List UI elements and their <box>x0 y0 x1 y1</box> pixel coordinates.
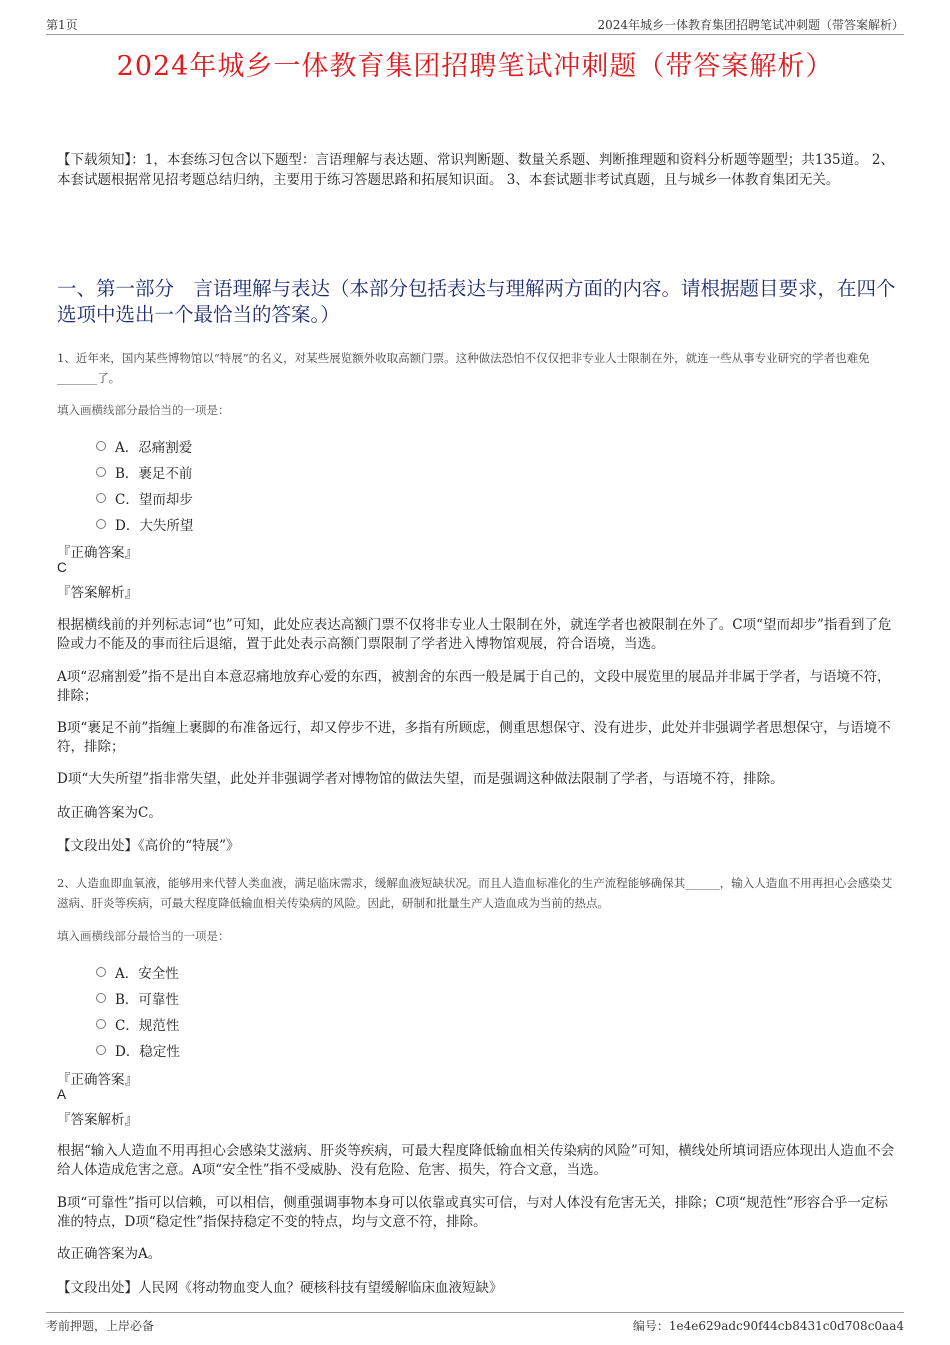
q2-option-b[interactable]: B．可靠性 <box>96 985 180 1011</box>
radio-icon[interactable] <box>96 967 106 977</box>
page-number: 第1页 <box>46 18 78 32</box>
q1-analysis-p3: B项“裹足不前”指缠上裹脚的布准备远行，却又停步不进，多指有所顾虑，侧重思想保守、没有进步，此处并非强调学者思想保守，与语境不符，排除； <box>57 720 891 755</box>
q1-answer: C <box>57 560 67 575</box>
section-heading: 一、第一部分 言语理解与表达（本部分包括表达与理解两方面的内容。请根据题目要求，在四个选项中选出一个最恰当的答案。） <box>57 277 896 326</box>
radio-icon[interactable] <box>96 1045 106 1055</box>
radio-icon[interactable] <box>96 519 106 529</box>
q1-option-b[interactable]: B．裹足不前 <box>96 459 193 485</box>
q2-source: 【文段出处】人民网《将动物血变人血？硬核科技有望缓解临床血液短缺》 <box>57 1280 503 1296</box>
radio-icon[interactable] <box>96 441 106 451</box>
q1-analysis-p2: A项“忍痛割爱”指不是出自本意忍痛地放弃心爱的东西，被割舍的东西一般是属于自己的，文段中展览里的展品并非属于学者，与语境不符，排除； <box>57 669 891 704</box>
q1-answer-label: 『正确答案』 <box>57 545 138 561</box>
q2-answer-label: 『正确答案』 <box>57 1072 138 1088</box>
q2-analysis-p2: B项“可靠性”指可以信赖，可以相信，侧重强调事物本身可以依靠或真实可信，与对人体没有危害无关，排除；C项“规范性”形容合乎一定标准的特点，D项“稳定性”指保持稳定不变的特点，均与文意不符，排除。 <box>57 1195 888 1230</box>
q2-analysis-p3: 故正确答案为A。 <box>57 1246 162 1262</box>
question-1-stem: 1、近年来，国内某些博物馆以“特展”的名义，对某些展览额外收取高额门票。这种做法恐怕不仅仅把非专业人士限制在外，就连一些从事专业研究的学者也难免_______了。 <box>57 351 870 385</box>
download-notice: 【下载须知】：1，本套练习包含以下题型：言语理解与表达题、常识判断题、数量关系题、判断推理题和资料分析题等题型；共135道。 2、本套试题根据常见招考题总结归纳，主要用于练习答题思路和拓展知识面。 3、本套试题非考试真题，且与城乡一体教育集团无关。 <box>57 152 894 188</box>
question-1-options <box>96 433 193 537</box>
q1-analysis-p1: 根据横线前的并列标志词“也”可知，此处应表达高额门票不仅将非专业人士限制在外，就连学者也被限制在外了。C项“望而却步”指看到了危险或力不能及的事而往后退缩，置于此处表示高额门票限制了学者进入博物馆观展，符合语境，当选。 <box>57 617 892 652</box>
q1-analysis-p4: D项“大失所望”指非常失望，此处并非强调学者对博物馆的做法失望，而是强调这种做法限制了学者，与语境不符，排除。 <box>57 771 784 787</box>
q1-analysis-p5: 故正确答案为C。 <box>57 805 162 821</box>
q2-option-a[interactable]: A．安全性 <box>96 959 180 985</box>
header-doc-title: 2024年城乡一体教育集团招聘笔试冲刺题（带答案解析） <box>597 18 904 32</box>
question-2-prompt: 填入画横线部分最恰当的一项是： <box>57 929 230 943</box>
q1-option-a[interactable]: A．忍痛割爱 <box>96 433 193 459</box>
radio-icon[interactable] <box>96 493 106 503</box>
page-footer <box>46 1312 904 1335</box>
radio-icon[interactable] <box>96 467 106 477</box>
q1-option-d[interactable]: D．大失所望 <box>96 511 193 537</box>
footer-slogan: 考前押题，上岸必备 <box>46 1319 155 1333</box>
q2-option-d[interactable]: D．稳定性 <box>96 1037 180 1063</box>
q1-analysis-label: 『答案解析』 <box>57 585 138 601</box>
radio-icon[interactable] <box>96 993 106 1003</box>
question-2-options <box>96 959 180 1063</box>
q2-answer: A <box>57 1087 67 1102</box>
q1-source: 【文段出处】《高价的“特展”》 <box>57 838 240 854</box>
q2-option-c[interactable]: C．规范性 <box>96 1011 180 1037</box>
question-2-stem: 2、人造血即血氧液，能够用来代替人类血液，满足临床需求，缓解血液短缺状况。而且人造血标准化的生产流程能够确保其______，输入人造血不用再担心会感染艾滋病、肝炎等疾病，可最大程度降低输血相关传染病的风险。因此，研制和批量生产人造血成为当前的热点。 <box>57 876 893 910</box>
q2-analysis-label: 『答案解析』 <box>57 1112 138 1128</box>
radio-icon[interactable] <box>96 1019 106 1029</box>
q1-option-c[interactable]: C．望而却步 <box>96 485 193 511</box>
q2-analysis-p1: 根据“输入人造血不用再担心会感染艾滋病、肝炎等疾病，可最大程度降低输血相关传染病的风险”可知，横线处所填词语应体现出人造血不会给人体造成危害之意。A项“安全性”指不受威胁、没有危险、危害、损失，符合文意，当选。 <box>57 1143 895 1178</box>
footer-serial: 编号：1e4e629adc90f44cb8431c0d708c0aa4 <box>632 1319 904 1333</box>
page-header <box>46 14 904 35</box>
document-title: 2024年城乡一体教育集团招聘笔试冲刺题（带答案解析） <box>116 51 834 82</box>
question-1-prompt: 填入画横线部分最恰当的一项是： <box>57 403 230 417</box>
